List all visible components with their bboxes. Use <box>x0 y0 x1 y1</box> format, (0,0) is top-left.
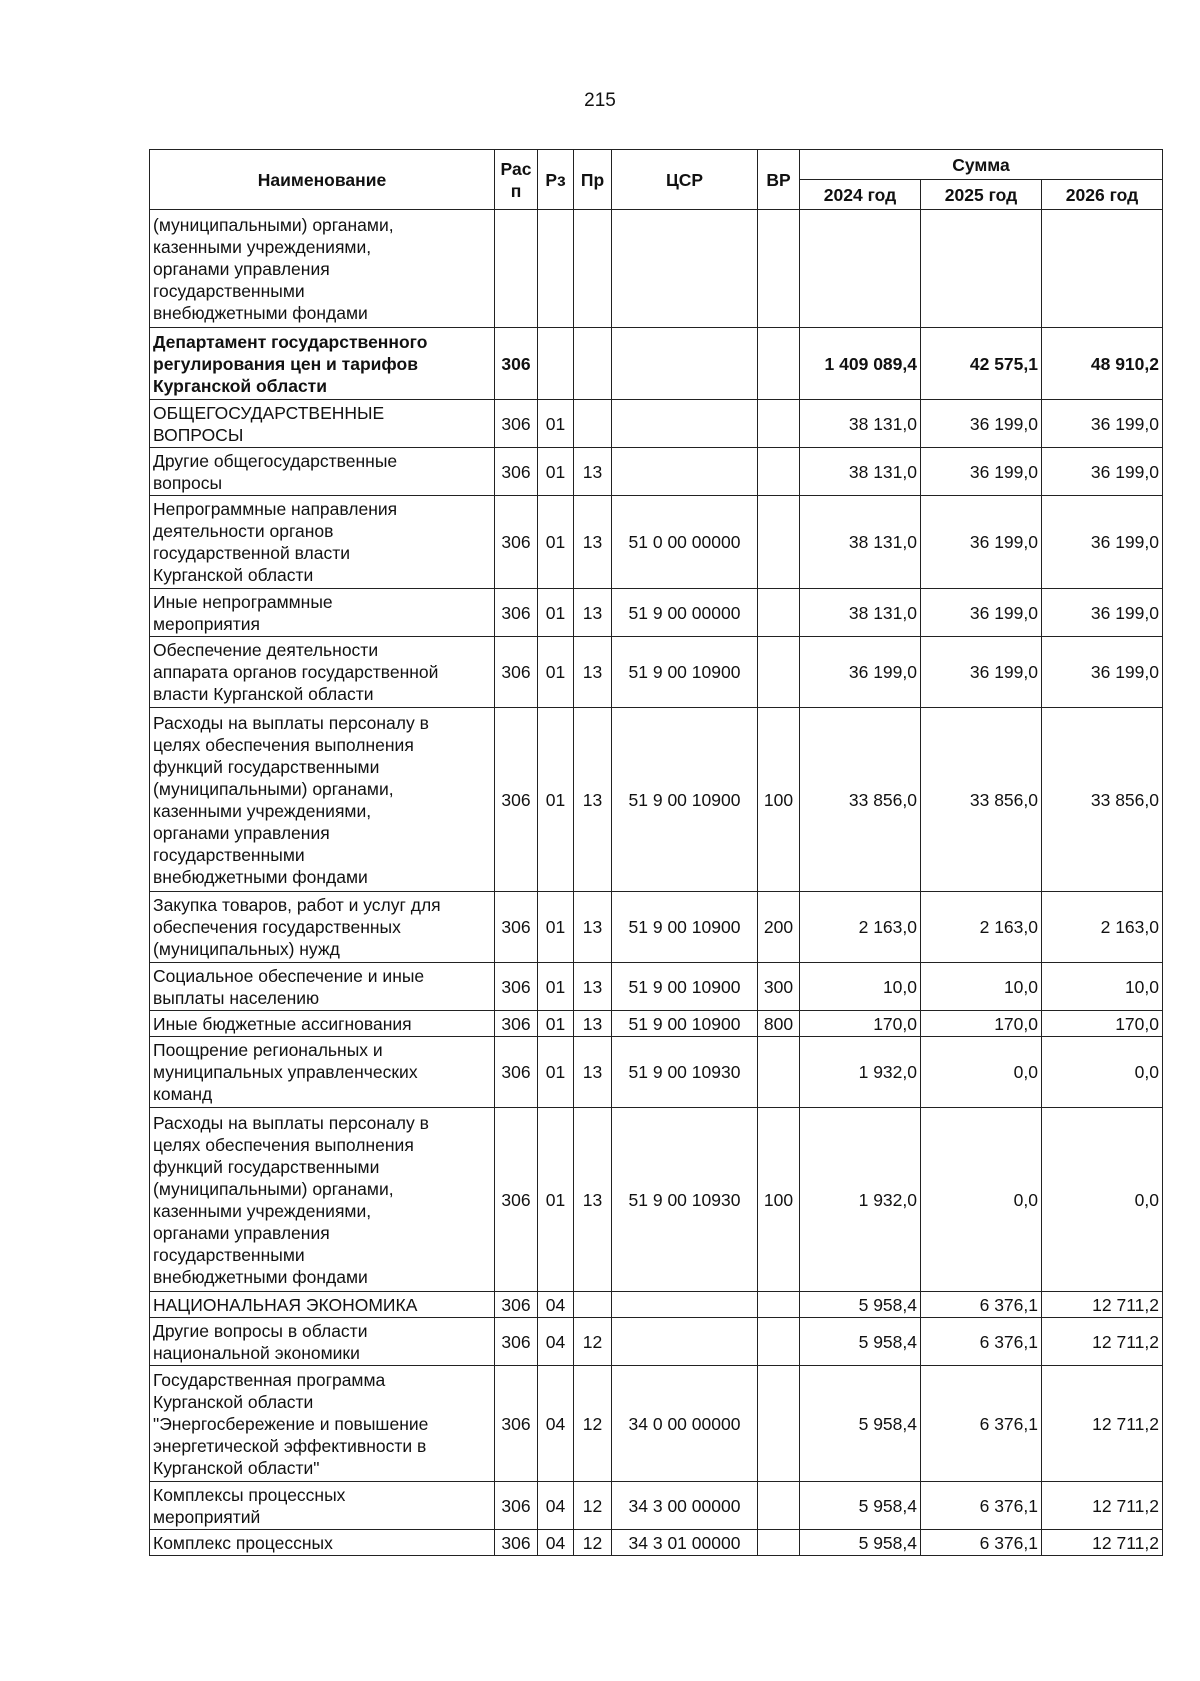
cell-rz: 01 <box>538 448 574 496</box>
cell-pr: 13 <box>574 1108 612 1292</box>
cell-name: Социальное обеспечение и иные выплаты населению <box>150 963 495 1011</box>
cell-y2026: 0,0 <box>1042 1108 1163 1292</box>
cell-name: Другие общегосударственные вопросы <box>150 448 495 496</box>
cell-name: Иные непрограммные мероприятия <box>150 589 495 637</box>
cell-csr: 51 9 00 00000 <box>612 589 758 637</box>
cell-csr <box>612 1292 758 1318</box>
cell-y2024: 33 856,0 <box>800 708 921 892</box>
cell-y2024: 5 958,4 <box>800 1366 921 1482</box>
cell-pr: 13 <box>574 963 612 1011</box>
cell-vr <box>758 400 800 448</box>
cell-rasp: 306 <box>495 963 538 1011</box>
cell-y2024: 38 131,0 <box>800 496 921 589</box>
budget-table <box>149 149 1163 1556</box>
header-pr: Пр <box>574 150 612 210</box>
header-2024: 2024 год <box>800 180 921 210</box>
cell-pr <box>574 400 612 448</box>
cell-vr <box>758 1366 800 1482</box>
cell-y2025: 0,0 <box>921 1108 1042 1292</box>
header-sum: Сумма <box>800 150 1163 180</box>
cell-rz: 01 <box>538 496 574 589</box>
cell-pr: 12 <box>574 1318 612 1366</box>
cell-rasp: 306 <box>495 1482 538 1530</box>
cell-vr: 200 <box>758 892 800 963</box>
table-row <box>150 1318 1163 1366</box>
cell-y2025: 6 376,1 <box>921 1318 1042 1366</box>
cell-name: (муниципальными) органами, казенными учреждениями, органами управления государственными внебюджетными фондами <box>150 210 495 328</box>
cell-rasp: 306 <box>495 1011 538 1037</box>
cell-y2025: 10,0 <box>921 963 1042 1011</box>
cell-y2024 <box>800 210 921 328</box>
cell-rasp <box>495 210 538 328</box>
cell-y2024: 1 409 089,4 <box>800 328 921 400</box>
table-row <box>150 400 1163 448</box>
table-row <box>150 328 1163 400</box>
cell-rz <box>538 328 574 400</box>
table-row <box>150 589 1163 637</box>
cell-csr: 34 3 01 00000 <box>612 1530 758 1556</box>
cell-rz: 04 <box>538 1530 574 1556</box>
cell-rz <box>538 210 574 328</box>
cell-pr: 13 <box>574 892 612 963</box>
table-row <box>150 708 1163 892</box>
cell-y2024: 1 932,0 <box>800 1108 921 1292</box>
header-csr: ЦСР <box>612 150 758 210</box>
cell-csr: 51 9 00 10900 <box>612 1011 758 1037</box>
cell-y2025: 36 199,0 <box>921 448 1042 496</box>
cell-name: Расходы на выплаты персоналу в целях обеспечения выполнения функций государственными (муниципальными) органами, казенными учреждениями, органами управления государственными внебюджетными фондами <box>150 1108 495 1292</box>
cell-vr <box>758 589 800 637</box>
cell-pr: 13 <box>574 708 612 892</box>
cell-name: Другие вопросы в области национальной экономики <box>150 1318 495 1366</box>
cell-vr <box>758 1530 800 1556</box>
table-row <box>150 1037 1163 1108</box>
header-2026: 2026 год <box>1042 180 1163 210</box>
cell-y2024: 38 131,0 <box>800 448 921 496</box>
cell-y2026: 2 163,0 <box>1042 892 1163 963</box>
cell-csr: 51 9 00 10900 <box>612 708 758 892</box>
table-row <box>150 496 1163 589</box>
cell-vr: 800 <box>758 1011 800 1037</box>
cell-pr: 12 <box>574 1366 612 1482</box>
cell-rz: 01 <box>538 637 574 708</box>
cell-vr <box>758 448 800 496</box>
cell-y2024: 5 958,4 <box>800 1292 921 1318</box>
header-rz: Рз <box>538 150 574 210</box>
cell-y2026: 36 199,0 <box>1042 496 1163 589</box>
cell-name: Расходы на выплаты персоналу в целях обеспечения выполнения функций государственными (муниципальными) органами, казенными учреждениями, органами управления государственными внебюджетными фондами <box>150 708 495 892</box>
cell-y2026: 12 711,2 <box>1042 1482 1163 1530</box>
cell-csr <box>612 448 758 496</box>
cell-vr <box>758 1482 800 1530</box>
cell-rasp: 306 <box>495 1292 538 1318</box>
cell-y2025: 0,0 <box>921 1037 1042 1108</box>
cell-vr: 100 <box>758 1108 800 1292</box>
cell-rasp: 306 <box>495 496 538 589</box>
cell-name: Непрограммные направления деятельности органов государственной власти Курганской области <box>150 496 495 589</box>
cell-y2026: 12 711,2 <box>1042 1318 1163 1366</box>
cell-name: Обеспечение деятельности аппарата органов государственной власти Курганской области <box>150 637 495 708</box>
cell-rz: 01 <box>538 963 574 1011</box>
cell-y2025: 36 199,0 <box>921 400 1042 448</box>
cell-name: НАЦИОНАЛЬНАЯ ЭКОНОМИКА <box>150 1292 495 1318</box>
cell-rasp: 306 <box>495 589 538 637</box>
cell-rasp: 306 <box>495 1530 538 1556</box>
cell-rz: 01 <box>538 1037 574 1108</box>
cell-y2026: 33 856,0 <box>1042 708 1163 892</box>
cell-rasp: 306 <box>495 448 538 496</box>
cell-y2024: 10,0 <box>800 963 921 1011</box>
cell-y2024: 1 932,0 <box>800 1037 921 1108</box>
cell-name: Поощрение региональных и муниципальных управленческих команд <box>150 1037 495 1108</box>
cell-y2026: 0,0 <box>1042 1037 1163 1108</box>
cell-y2025: 6 376,1 <box>921 1366 1042 1482</box>
cell-pr <box>574 1292 612 1318</box>
cell-y2024: 5 958,4 <box>800 1482 921 1530</box>
cell-y2026: 36 199,0 <box>1042 448 1163 496</box>
cell-rz: 01 <box>538 1011 574 1037</box>
cell-y2024: 36 199,0 <box>800 637 921 708</box>
cell-csr: 51 9 00 10900 <box>612 637 758 708</box>
cell-rasp: 306 <box>495 637 538 708</box>
cell-vr <box>758 210 800 328</box>
cell-y2024: 5 958,4 <box>800 1318 921 1366</box>
cell-name: Комплексы процессных мероприятий <box>150 1482 495 1530</box>
cell-pr: 12 <box>574 1482 612 1530</box>
cell-y2026 <box>1042 210 1163 328</box>
cell-csr <box>612 210 758 328</box>
cell-rasp: 306 <box>495 1108 538 1292</box>
table-row <box>150 1366 1163 1482</box>
cell-y2026: 36 199,0 <box>1042 637 1163 708</box>
cell-pr: 13 <box>574 637 612 708</box>
page-number: 215 <box>584 90 616 111</box>
cell-pr <box>574 210 612 328</box>
table-row <box>150 1108 1163 1292</box>
cell-rz: 04 <box>538 1292 574 1318</box>
cell-rz: 04 <box>538 1318 574 1366</box>
cell-rasp: 306 <box>495 328 538 400</box>
cell-vr <box>758 1318 800 1366</box>
cell-vr <box>758 1037 800 1108</box>
cell-name: Комплекс процессных <box>150 1530 495 1556</box>
cell-y2025 <box>921 210 1042 328</box>
cell-y2025: 2 163,0 <box>921 892 1042 963</box>
cell-rz: 01 <box>538 708 574 892</box>
cell-y2024: 38 131,0 <box>800 400 921 448</box>
header-name: Наименование <box>150 150 495 210</box>
header-rasp: Рас п <box>495 150 538 210</box>
cell-rz: 01 <box>538 892 574 963</box>
cell-csr: 51 0 00 00000 <box>612 496 758 589</box>
cell-csr <box>612 1318 758 1366</box>
table-row <box>150 1011 1163 1037</box>
cell-pr: 13 <box>574 1037 612 1108</box>
cell-pr: 13 <box>574 1011 612 1037</box>
cell-y2026: 36 199,0 <box>1042 589 1163 637</box>
cell-y2025: 6 376,1 <box>921 1292 1042 1318</box>
cell-rasp: 306 <box>495 400 538 448</box>
cell-y2026: 12 711,2 <box>1042 1292 1163 1318</box>
cell-y2024: 38 131,0 <box>800 589 921 637</box>
cell-y2026: 170,0 <box>1042 1011 1163 1037</box>
cell-y2024: 170,0 <box>800 1011 921 1037</box>
cell-csr: 34 3 00 00000 <box>612 1482 758 1530</box>
table-row <box>150 1292 1163 1318</box>
cell-pr <box>574 328 612 400</box>
table-header <box>150 150 1163 210</box>
cell-y2024: 5 958,4 <box>800 1530 921 1556</box>
cell-pr: 13 <box>574 448 612 496</box>
cell-name: ОБЩЕГОСУДАРСТВЕННЫЕ ВОПРОСЫ <box>150 400 495 448</box>
cell-rz: 01 <box>538 1108 574 1292</box>
cell-rz: 04 <box>538 1482 574 1530</box>
cell-csr: 51 9 00 10900 <box>612 892 758 963</box>
cell-pr: 13 <box>574 496 612 589</box>
cell-csr: 34 0 00 00000 <box>612 1366 758 1482</box>
cell-y2025: 6 376,1 <box>921 1482 1042 1530</box>
cell-csr <box>612 400 758 448</box>
cell-y2024: 2 163,0 <box>800 892 921 963</box>
cell-vr <box>758 1292 800 1318</box>
cell-name: Департамент государственного регулирования цен и тарифов Курганской области <box>150 328 495 400</box>
table-row <box>150 210 1163 328</box>
cell-vr <box>758 637 800 708</box>
cell-rasp: 306 <box>495 1318 538 1366</box>
cell-rasp: 306 <box>495 1037 538 1108</box>
cell-y2026: 12 711,2 <box>1042 1366 1163 1482</box>
cell-y2026: 36 199,0 <box>1042 400 1163 448</box>
cell-pr: 13 <box>574 589 612 637</box>
header-2025: 2025 год <box>921 180 1042 210</box>
cell-rasp: 306 <box>495 1366 538 1482</box>
cell-name: Иные бюджетные ассигнования <box>150 1011 495 1037</box>
cell-pr: 12 <box>574 1530 612 1556</box>
cell-y2025: 36 199,0 <box>921 496 1042 589</box>
cell-vr: 100 <box>758 708 800 892</box>
cell-y2026: 10,0 <box>1042 963 1163 1011</box>
cell-y2025: 42 575,1 <box>921 328 1042 400</box>
cell-y2025: 36 199,0 <box>921 589 1042 637</box>
cell-y2026: 48 910,2 <box>1042 328 1163 400</box>
cell-csr: 51 9 00 10930 <box>612 1108 758 1292</box>
cell-vr <box>758 328 800 400</box>
cell-name: Государственная программа Курганской области "Энергосбережение и повышение энергетической эффективности в Курганской области" <box>150 1366 495 1482</box>
table-row <box>150 448 1163 496</box>
cell-y2025: 36 199,0 <box>921 637 1042 708</box>
cell-csr <box>612 328 758 400</box>
cell-rz: 01 <box>538 400 574 448</box>
table-row <box>150 963 1163 1011</box>
table-body <box>150 210 1163 1556</box>
cell-rz: 01 <box>538 589 574 637</box>
cell-y2025: 6 376,1 <box>921 1530 1042 1556</box>
header-vr: ВР <box>758 150 800 210</box>
table-row <box>150 637 1163 708</box>
cell-y2025: 170,0 <box>921 1011 1042 1037</box>
cell-y2025: 33 856,0 <box>921 708 1042 892</box>
cell-csr: 51 9 00 10900 <box>612 963 758 1011</box>
table-row <box>150 1482 1163 1530</box>
cell-csr: 51 9 00 10930 <box>612 1037 758 1108</box>
cell-vr <box>758 496 800 589</box>
table-row <box>150 1530 1163 1556</box>
cell-vr: 300 <box>758 963 800 1011</box>
cell-rasp: 306 <box>495 892 538 963</box>
table-row <box>150 892 1163 963</box>
cell-y2026: 12 711,2 <box>1042 1530 1163 1556</box>
cell-rz: 04 <box>538 1366 574 1482</box>
cell-name: Закупка товаров, работ и услуг для обеспечения государственных (муниципальных) нужд <box>150 892 495 963</box>
cell-rasp: 306 <box>495 708 538 892</box>
